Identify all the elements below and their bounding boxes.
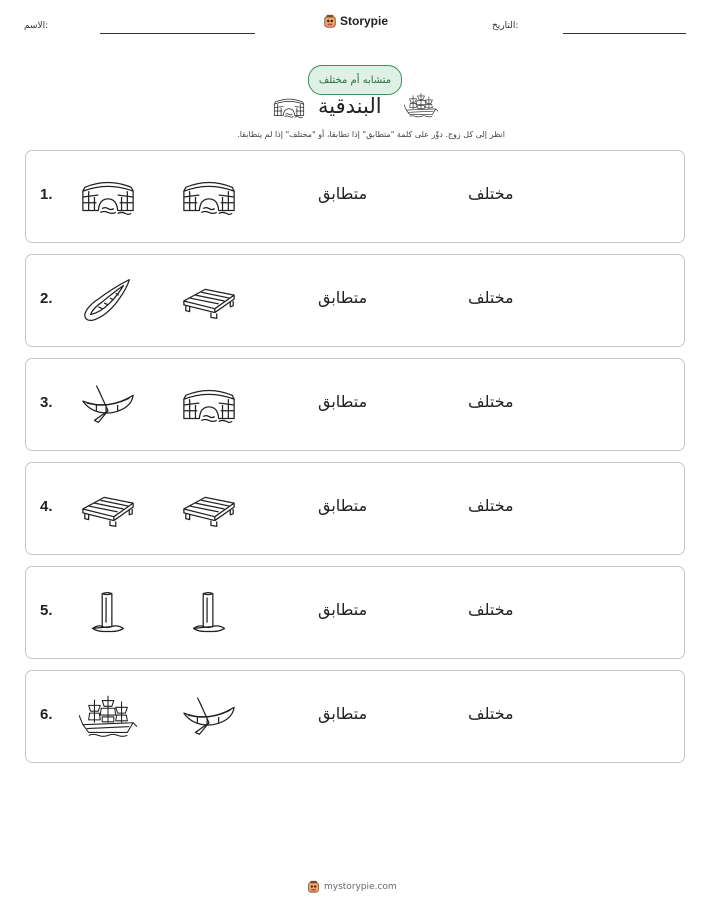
ship-icon bbox=[404, 90, 438, 120]
bridge-icon bbox=[180, 381, 238, 427]
question-number: 3. bbox=[40, 394, 53, 411]
different-option[interactable]: مختلف bbox=[468, 600, 514, 619]
different-option[interactable]: مختلف bbox=[468, 288, 514, 307]
footer bbox=[307, 880, 397, 893]
date-line[interactable] bbox=[563, 33, 686, 34]
question-row bbox=[25, 462, 685, 555]
different-option[interactable]: مختلف bbox=[468, 704, 514, 723]
question-row bbox=[25, 670, 685, 763]
mooring-pole-icon bbox=[180, 589, 238, 635]
question-number: 1. bbox=[40, 186, 53, 203]
name-label: الاسم: bbox=[24, 21, 49, 31]
question-row bbox=[25, 358, 685, 451]
category-tag bbox=[308, 65, 402, 95]
bridge-icon bbox=[79, 173, 137, 219]
footer-site[interactable]: mystorypie.com bbox=[324, 881, 397, 892]
same-option[interactable]: متطابق bbox=[318, 288, 368, 307]
same-option[interactable]: متطابق bbox=[318, 600, 368, 619]
name-line[interactable] bbox=[100, 33, 255, 34]
same-option[interactable]: متطابق bbox=[318, 704, 368, 723]
bridge-icon bbox=[272, 94, 306, 120]
same-option[interactable]: متطابق bbox=[318, 392, 368, 411]
gondola-icon bbox=[79, 277, 137, 323]
storypie-logo-icon bbox=[323, 14, 337, 28]
bridge-icon bbox=[180, 173, 238, 219]
brand-name: Storypie bbox=[340, 14, 389, 28]
question-number: 6. bbox=[40, 706, 53, 723]
question-row bbox=[25, 566, 685, 659]
pallet-icon bbox=[79, 485, 137, 531]
pallet-icon bbox=[180, 485, 238, 531]
mooring-pole-icon bbox=[79, 589, 137, 635]
different-option[interactable]: مختلف bbox=[468, 392, 514, 411]
question-number: 4. bbox=[40, 498, 53, 515]
pallet-icon bbox=[180, 277, 238, 323]
same-option[interactable]: متطابق bbox=[318, 496, 368, 515]
question-row bbox=[25, 254, 685, 347]
same-option[interactable]: متطابق bbox=[318, 184, 368, 203]
storypie-logo-icon bbox=[307, 880, 320, 893]
brand-logo bbox=[323, 14, 388, 28]
date-label: التاريخ: bbox=[492, 21, 519, 31]
instructions: انظر إلى كل زوج. دوِّر على كلمة "متطابق" إذا تطابقا، أو "مختلف" إذا لم يتطابقا. bbox=[237, 130, 505, 139]
page-title: البندقية bbox=[318, 94, 382, 118]
rowboat-icon bbox=[79, 381, 137, 427]
different-option[interactable]: مختلف bbox=[468, 184, 514, 203]
question-number: 5. bbox=[40, 602, 53, 619]
different-option[interactable]: مختلف bbox=[468, 496, 514, 515]
question-number: 2. bbox=[40, 290, 53, 307]
ship-icon bbox=[79, 693, 137, 739]
rowboat-icon bbox=[180, 693, 238, 739]
category-tag-label: متشابه أم مختلف bbox=[318, 74, 392, 86]
question-row bbox=[25, 150, 685, 243]
